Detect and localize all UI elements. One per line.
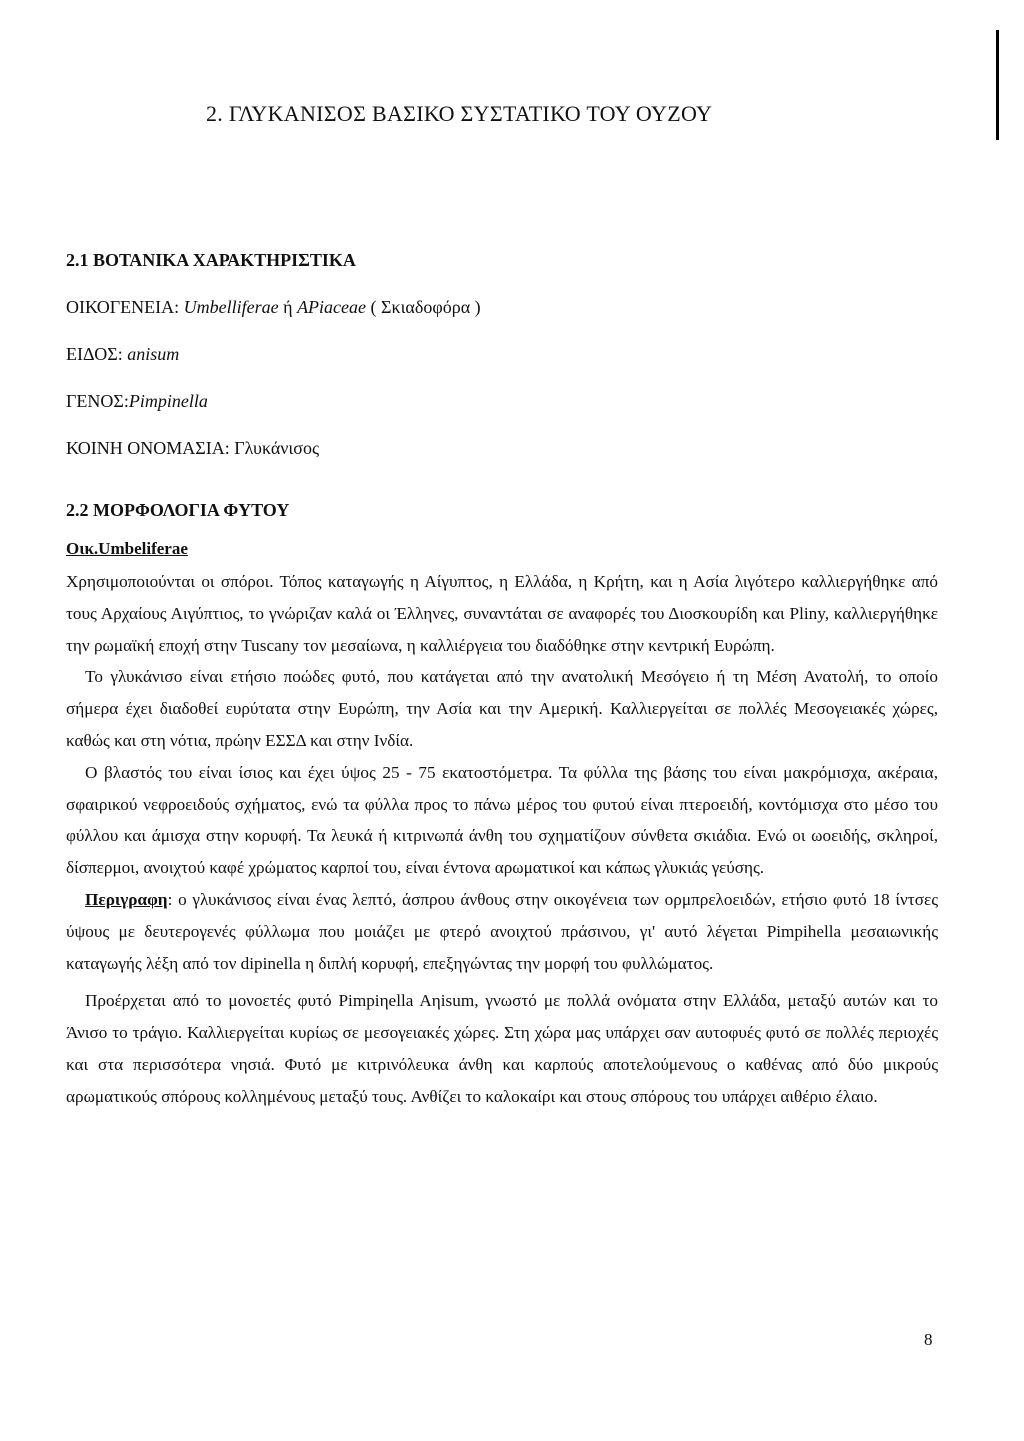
family-name-apiaceae: APiaceae xyxy=(297,297,367,317)
species-value: anisum xyxy=(127,344,180,364)
species-line xyxy=(66,344,179,365)
paragraph-seeds-origin: Χρησιμοποιούνται οι σπόροι. Τόπος καταγωγής η Αίγυπτος, η Ελλάδα, η Κρήτη, και η Ασία λιγότερο καλλιεργήθηκε από τους Αρχαίους Αιγύπτιος, το γνώριζαν καλά οι Έλληνες, συναντάται σε αναφορές του Διοσκουρίδη και Pliny, καλλιεργήθηκε την ρωμαϊκή εποχή στην Tuscany τον μεσαίωνα, η καλλιέργεια του διαδόθηκε στην κεντρική Ευρώπη. xyxy=(66,572,938,655)
family-label: ΟΙΚΟΓΕΝΕΙΑ: xyxy=(66,297,180,317)
chapter-title: 2. ΓΛΥΚΑΝΙΣΟΣ ΒΑΣΙΚΟ ΣΥΣΤΑΤΙΚΟ ΤΟΥ ΟΥΖΟΥ xyxy=(206,101,713,126)
common-name-value: Γλυκάνισος xyxy=(234,438,320,458)
page-number: 8 xyxy=(924,1330,933,1349)
section-2-1-heading: 2.1 ΒΟΤΑΝΙΚΑ ΧΑΡΑΚΤΗΡΙΣΤΙΚΑ xyxy=(66,250,356,270)
paragraph-annual-plant: Το γλυκάνισο είναι ετήσιο ποώδες φυτό, που κατάγεται από την ανατολική Μεσόγειο ή τη Μέση Ανατολή, το οποίο σήμερα έχει διαδοθεί ευρύτατα στην Ευρώπη, την Ασία και την Αμερική. Καλλιεργείται σε πολλές Μεσογειακές χώρες, καθώς και στη νότια, πρώην ΕΣΣΔ και στην Ινδία. xyxy=(66,667,938,750)
genus-label: ΓΕΝΟΣ: xyxy=(66,391,129,411)
family-greek-name: ( Σκιαδοφόρα ) xyxy=(370,297,481,317)
section-2-2-subheading: Οικ.Umbeliferae xyxy=(66,539,188,558)
section-2-2-heading: 2.2 ΜΟΡΦΟΛΟΓΙΑ ΦΥΤΟΥ xyxy=(66,500,290,520)
paragraph-description xyxy=(66,884,938,979)
common-name-label: ΚΟΙΝΗ ΟΝΟΜΑΣΙΑ: xyxy=(66,438,230,458)
species-label: ΕΙΔΟΣ: xyxy=(66,344,123,364)
scan-edge-mark xyxy=(996,30,999,140)
paragraph-origin-cultivation: Προέρχεται από το μονοετές φυτό Pimpiηella Aηisum, γνωστό με πολλά ονόματα στην Ελλάδα, μεταξύ αυτών και το Άνισο το τράγιο. Καλλιεργείται κυρίως σε μεσογειακές χώρες. Στη χώρα μας υπάρχει σαν αυτοφυές φυτό σε πολλές περιοχές και στα περισσότερα νησιά. Φυτό με κιτρινόλευκα άνθη και καρπούς αποτελούμενους ο καθένας από δύο μικρούς αρωματικούς σπόρους κολλημένους μεταξύ τους. Ανθίζει το καλοκαίρι και στους σπόρους του υπάρχει αιθέριο έλαιο. xyxy=(66,991,938,1106)
common-name-line xyxy=(66,438,319,459)
family-name-umbelliferae: Umbelliferae xyxy=(183,297,279,317)
description-text: : ο γλυκάνισος είναι ένας λεπτό, άσπρου άνθους στην οικογένεια των ορμπρελοειδών, ετήσιο φυτό 18 ίντσες ύψους με δευτερογενές φύλλωμα που μοιάζει με φτερό ανοιχτού πράσινου, γι' αυτό λέγεται Pimpihella μεσαιωνικής καταγωγής λέξη από τον dipinella η διπλή κορυφή, επεξηγώντας την μορφή του φυλλώματος. xyxy=(66,889,938,973)
family-line xyxy=(66,297,481,318)
genus-line xyxy=(66,391,208,412)
paragraph-stem-leaves: Ο βλαστός του είναι ίσιος και έχει ύψος 25 - 75 εκατοστόμετρα. Τα φύλλα της βάσης του είναι μακρόμισχα, ακέραια, σφαιρικού νεφροειδούς σχήματος, ενώ τα φύλλα προς το πάνω μέρος του φυτού είναι πτεροειδή, κοντόμισχα στο μέσο του φύλλου και άμισχα στην κορυφή. Τα λευκά ή κιτρινωπά άνθη του σχηματίζουν σύνθετα σκιάδια. Ενώ οι ωοειδής, σκληροί, δίσπερμοι, ανοιχτού καφέ χρώματος καρποί του, είναι έντονα αρωματικοί και κάπως γλυκιάς γεύσης. xyxy=(66,762,938,878)
description-label: Περιγραφη xyxy=(85,889,168,909)
family-or: ή xyxy=(283,297,293,317)
genus-value: Pimpinella xyxy=(128,391,208,411)
morphology-body xyxy=(66,566,938,1113)
